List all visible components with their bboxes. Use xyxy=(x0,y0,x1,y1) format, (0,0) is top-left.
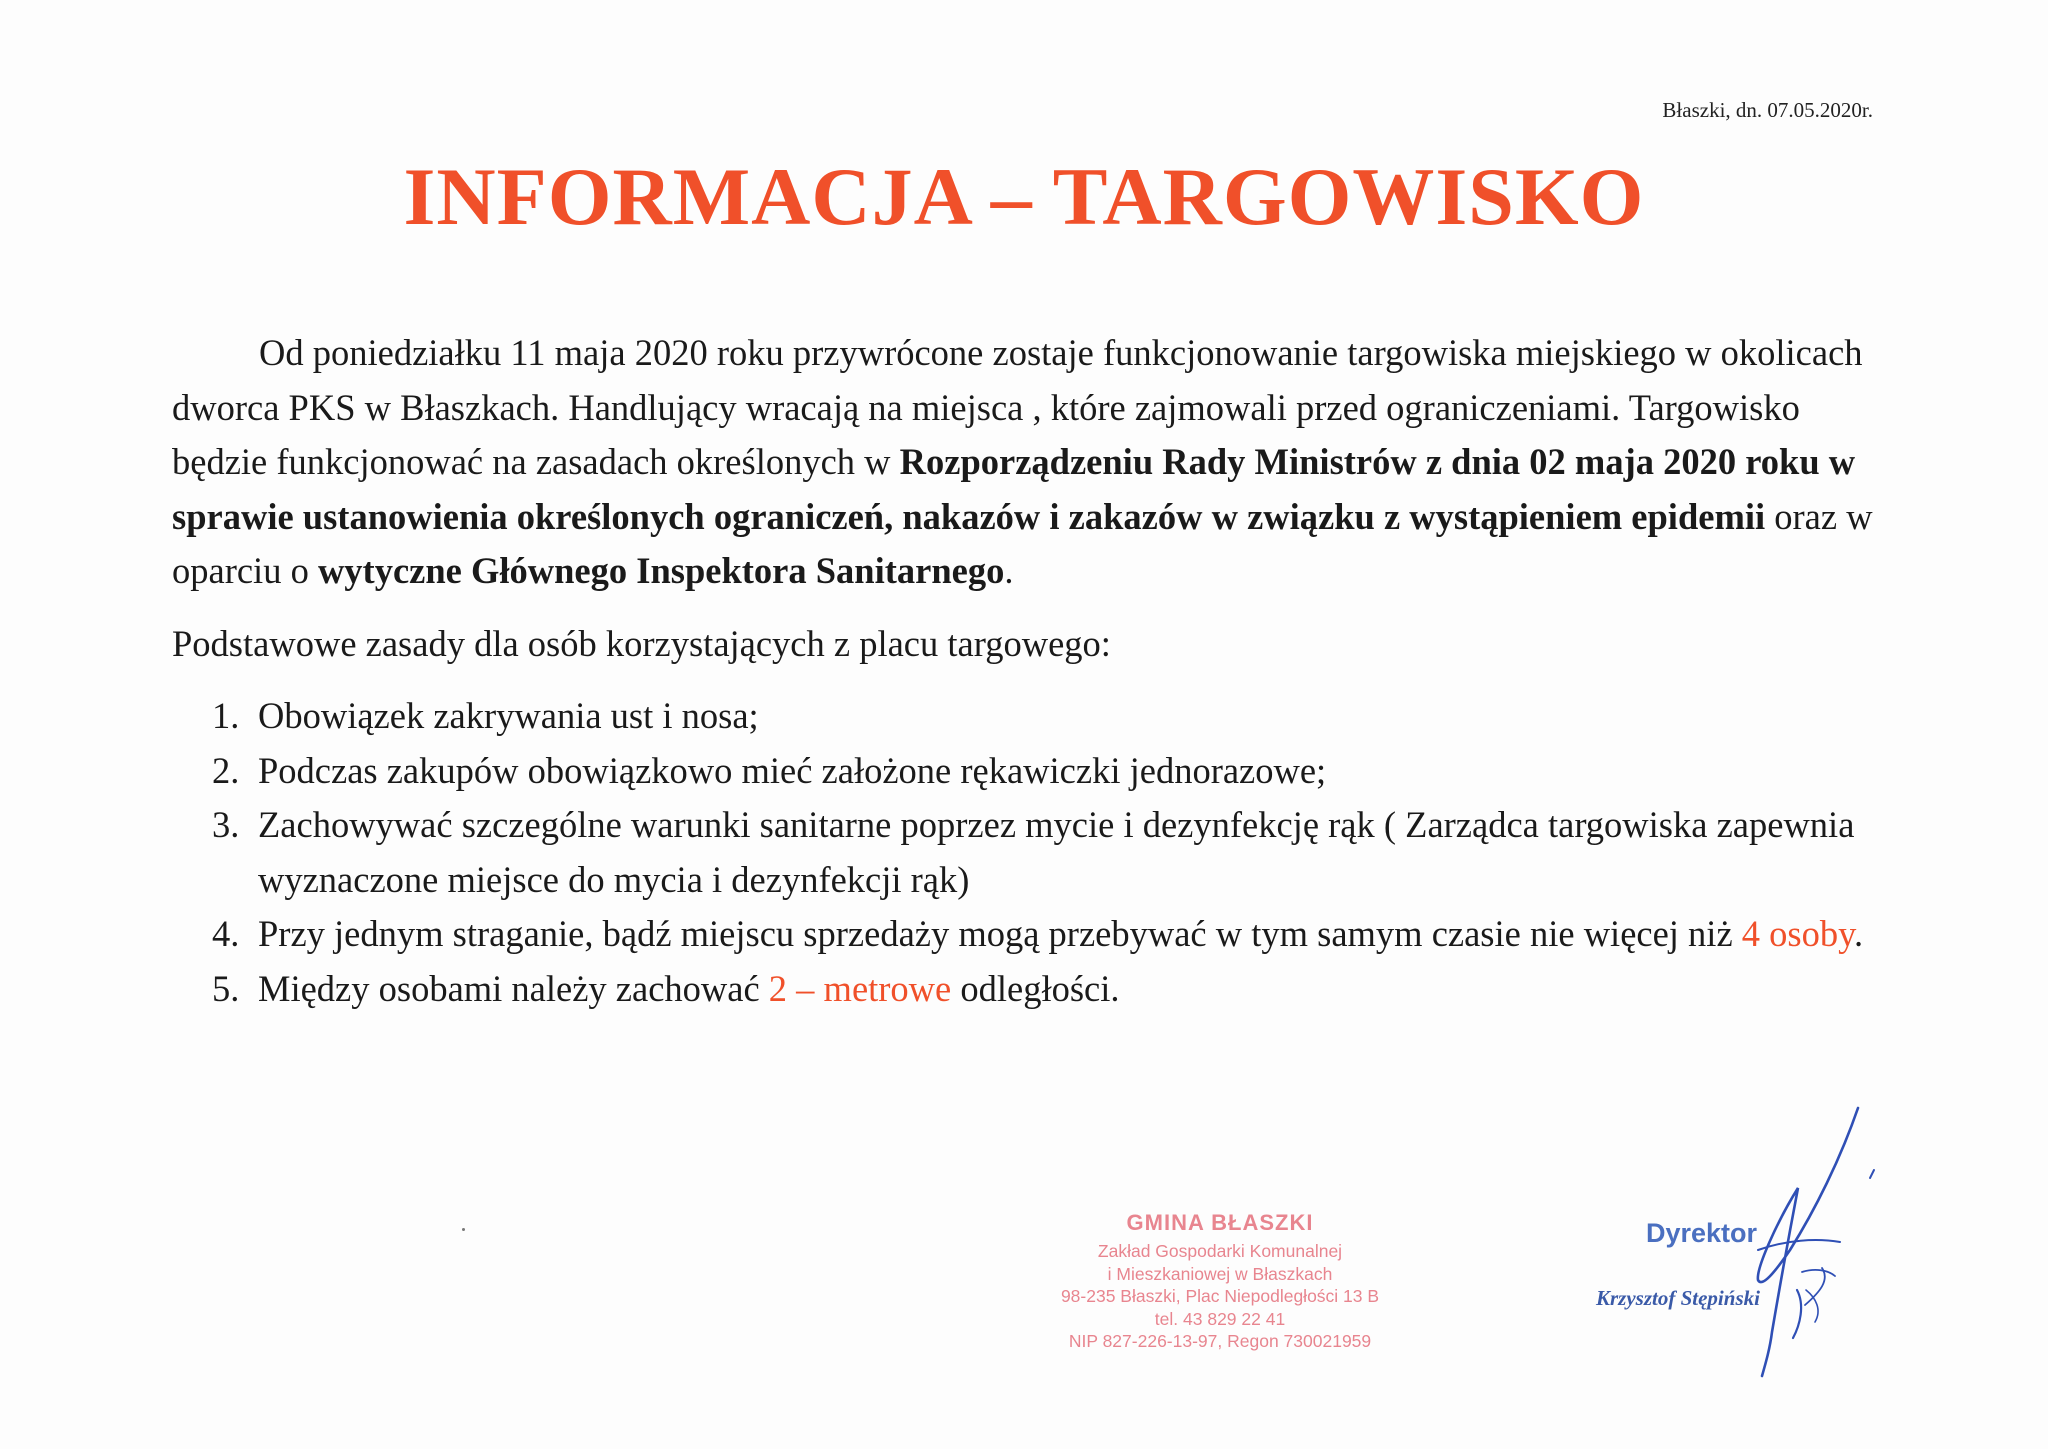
rule-text: Między osobami należy zachować xyxy=(258,967,769,1009)
guidelines-reference: wytyczne Głównego Inspektora Sanitarnego xyxy=(317,550,1005,591)
handwritten-signature xyxy=(1590,1100,1890,1380)
rule-number: 1. xyxy=(212,695,240,736)
director-role: Dyrektor xyxy=(1646,1218,1758,1248)
rule-highlight: 4 osoby xyxy=(1741,913,1854,954)
director-name: Krzysztof Stępiński xyxy=(1596,1286,1760,1310)
page-title: INFORMACJA – TARGOWISKO xyxy=(403,151,1645,242)
stamp-address: 98-235 Błaszki, Plac Niepodległości 13 B xyxy=(1060,1286,1380,1306)
rule-text-end: odległości. xyxy=(951,967,1120,1009)
rule-item xyxy=(172,907,1892,962)
stamp-line: Zakład Gospodarki Komunalnej xyxy=(1097,1241,1343,1261)
rule-item xyxy=(172,689,1892,744)
connector-text: oraz w oparciu o xyxy=(172,495,1873,591)
intro-paragraph xyxy=(172,326,1892,599)
scan-speck xyxy=(462,1228,465,1231)
office-stamp xyxy=(1010,1206,1430,1353)
rule-number: 3. xyxy=(212,804,240,845)
document-body xyxy=(172,326,1892,1016)
rule-highlight: 2 – metrowe xyxy=(768,967,952,1009)
stamp-line: i Mieszkaniowej w Błaszkach xyxy=(1107,1263,1333,1284)
rule-item xyxy=(172,744,1892,799)
rule-number: 4. xyxy=(212,913,240,954)
signature-block xyxy=(1590,1100,1890,1380)
rule-text: Podczas zakupów obowiązkowo mieć założone rękawiczki jednorazowe; xyxy=(258,749,1327,791)
rule-text: Obowiązek zakrywania ust i nosa; xyxy=(258,695,759,736)
rule-item xyxy=(172,962,1892,1017)
rule-text: Zachowywać szczególne warunki sanitarne poprzez mycie i dezynfekcję rąk ( Zarządca targowiska zapewnia wyznaczone miejsce do mycia i dezynfekcji rąk) xyxy=(258,804,1855,900)
document-date: Błaszki, dn. 07.05.2020r. xyxy=(1662,98,1873,122)
intro-text: Od poniedziałku 11 maja 2020 roku przywrócone zostaje funkcjonowanie targowiska miejskiego w okolicach dworca PKS w Błaszkach. Handlujący wracają na miejsca , które zajmowali przed ograniczeniami. Targowisko będzie funkcjonować na zasadach określonych w xyxy=(172,332,1863,482)
stamp-name: GMINA BŁASZKI xyxy=(1126,1210,1314,1235)
rule-text-end: . xyxy=(1854,913,1864,954)
stamp-phone: tel. 43 829 22 41 xyxy=(1154,1308,1286,1329)
regulation-reference: Rozporządzeniu Rady Ministrów z dnia 02 maja 2020 roku w sprawie ustanowienia określonych ograniczeń, nakazów i zakazów w związku z wystąpieniem epidemii xyxy=(172,441,1856,537)
rule-number: 2. xyxy=(212,749,240,791)
rule-text: Przy jednym straganie, bądź miejscu sprzedaży mogą przebywać w tym samym czasie nie więcej niż xyxy=(258,913,1742,954)
rule-number: 5. xyxy=(212,967,240,1009)
rules-list xyxy=(172,689,1892,1016)
rules-intro: Podstawowe zasady dla osób korzystających z placu targowego: xyxy=(172,622,1111,664)
stamp-ids: NIP 827-226-13-97, Regon 730021959 xyxy=(1068,1331,1372,1351)
intro-end: . xyxy=(1004,550,1014,591)
rule-item xyxy=(172,798,1892,907)
